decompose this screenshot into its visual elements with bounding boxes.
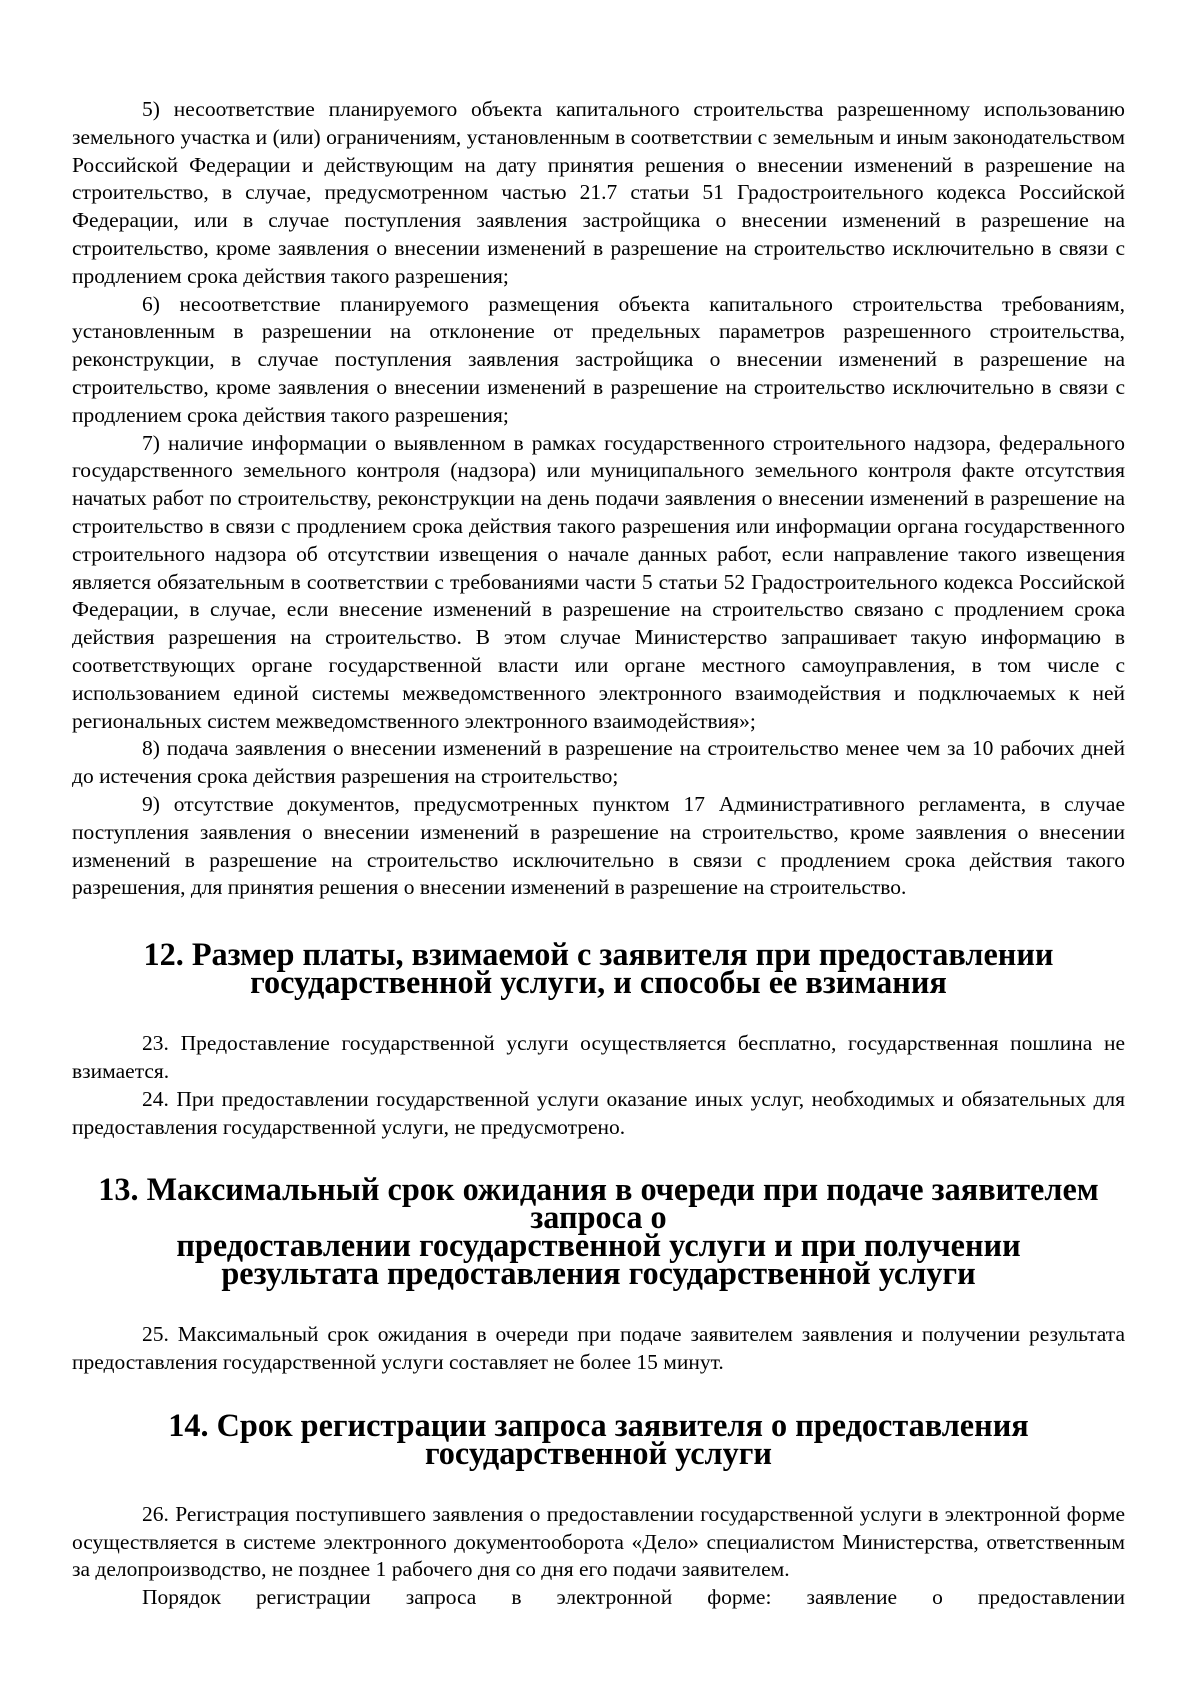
paragraph-26: 26. Регистрация поступившего заявления о предоставлении государственной услуги в электронной форме осуществляется в системе электронного документооборота «Дело» специалистом Министерства, ответственным за делопроизводство, не позднее 1 рабочего дня со дня его подачи заявителем. [72,1501,1125,1582]
section-13-heading-line-1: 13. Максимальный срок ожидания в очереди при подаче заявителем запроса о [98,1171,1099,1236]
section-14-heading [72,1406,1125,1471]
paragraph-25: 25. Максимальный срок ожидания в очереди при подаче заявителем заявления и получении результата предоставления государственной услуги составляет не более 15 минут. [72,1322,1125,1375]
section-13-heading-line-3: результата предоставления государственной услуги [221,1255,976,1292]
paragraph-item-8: 8) подача заявления о внесении изменений в разрешение на строительство менее чем за 10 рабочих дней до истечения срока действия разрешения на строительство; [72,736,1125,789]
section-12-heading-line-2: государственной услуги, и способы ее взимания [250,964,947,1001]
document-page [72,96,1125,1612]
paragraph-23: 23. Предоставление государственной услуги осуществляется бесплатно, государственная пошлина не взимается. [72,1031,1125,1083]
section-13-heading [72,1171,1125,1292]
paragraph-registration-order: Порядок регистрации запроса в электронной форме: заявление о предоставлении [142,1585,1125,1610]
paragraph-item-9: 9) отсутствие документов, предусмотренных пунктом 17 Административного регламента, в случае поступления заявления о внесении изменений в разрешение на строительство, кроме заявления о внесении изменений в разрешение на строительство исключительно в связи с продлением срока действия такого разрешения, для принятия решения о внесении изменений в разрешение на строительство. [72,791,1125,900]
paragraph-item-6: 6) несоответствие планируемого размещения объекта капитального строительства требованиям, установленным в разрешении на отклонение от предельных параметров разрешенного строительства, реконструкции, в случае поступления заявления застройщика о внесении изменений в разрешение на строительство, кроме заявления о внесении изменений в разрешение на строительство исключительно в связи с продлением срока действия такого разрешения; [72,291,1125,427]
section-14-heading-line-1: 14. Срок регистрации запроса заявителя о предоставления государственной услуги [168,1406,1029,1471]
section-12-heading [72,936,1125,1001]
paragraph-item-7: 7) наличие информации о выявленном в рамках государственного строительного надзора, федерального государственного земельного контроля (надзора) или муниципального земельного контроля факте отсутствия начатых работ по строительству, реконструкции на день подачи заявления о внесении изменений в разрешение на строительство в связи с продлением срока действия такого разрешения или информации органа государственного строительного надзора об отсутствии извещения о начале данных работ, если направление такого извещения является обязательным в соответствии с требованиями части 5 статьи 52 Градостроительного кодекса Российской Федерации, в случае, если внесение изменений в разрешение на строительство связано с продлением срока действия разрешения на строительство. В этом случае Министерство запрашивает такую информацию в соответствующих органе государственной власти или органе местного самоуправления, в том числе с использованием единой системы межведомственного электронного взаимодействия и подключаемых к ней региональных систем межведомственного электронного взаимодействия»; [72,430,1125,733]
section-13-heading-line-2: предоставлении государственной услуги и при получении [176,1227,1021,1264]
paragraph-24: 24. При предоставлении государственной услуги оказание иных услуг, необходимых и обязательных для предоставления государственной услуги, не предусмотрено. [72,1086,1125,1139]
paragraph-item-5: 5) несоответствие планируемого объекта капитального строительства разрешенному использованию земельного участка и (или) ограничениям, установленным в соответствии с земельным и иным законодательством Российской Федерации и действующим на дату принятия решения о внесении изменений в разрешение на строительство, в случае, предусмотренном частью 21.7 статьи 51 Градостроительного кодекса Российской Федерации, или в случае поступления заявления застройщика о внесении изменений в разрешение на строительство, кроме заявления о внесении изменений в разрешение на строительство исключительно в связи с продлением срока действия такого разрешения; [72,97,1125,288]
section-12-heading-line-1: 12. Размер платы, взимаемой с заявителя при предоставлении [143,936,1054,973]
